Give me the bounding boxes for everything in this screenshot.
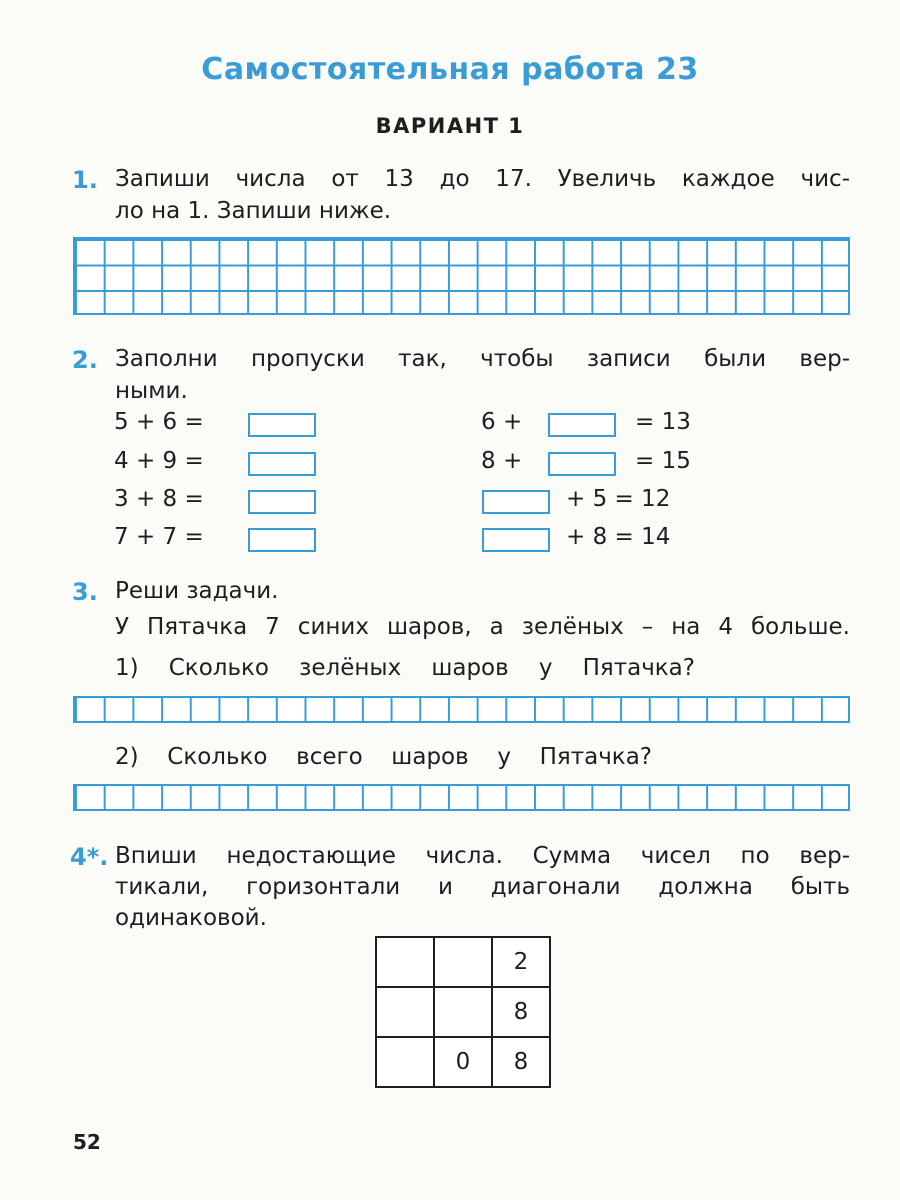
answer-blank-right-3[interactable]: [482, 490, 550, 514]
magic-cell: 0: [434, 1037, 492, 1087]
task-3-answer-2-grid[interactable]: [73, 784, 850, 811]
magic-cell: 2: [492, 937, 550, 987]
equation-left-4: 7 + 7 =: [114, 524, 204, 550]
magic-square-grid: [375, 936, 551, 1088]
magic-cell[interactable]: [376, 937, 434, 987]
answer-blank-right-2[interactable]: [548, 452, 616, 476]
task-4-text-line-2: тикали, горизонтали и диагонали должна быть: [115, 874, 850, 900]
equation-left-1: 5 + 6 =: [114, 409, 204, 435]
task-3-number: 3.: [72, 578, 98, 606]
task-1-text-line-2: ло на 1. Запиши ниже.: [115, 198, 392, 224]
equation-right-4-post: + 8 = 14: [566, 524, 671, 550]
task-3-answer-1-grid[interactable]: [73, 696, 850, 723]
answer-blank-left-2[interactable]: [248, 452, 316, 476]
task-4-text-line-1: Впиши недостающие числа. Сумма чисел по вер-: [115, 843, 850, 869]
task-3-heading: Реши задачи.: [115, 578, 279, 604]
task-1-text-line-1: Запиши числа от 13 до 17. Увеличь каждое чис-: [115, 166, 850, 192]
task-3-question-1: 1) Сколько зелёных шаров у Пятачка?: [115, 655, 695, 681]
answer-blank-left-3[interactable]: [248, 490, 316, 514]
answer-blank-left-1[interactable]: [248, 413, 316, 437]
variant-heading: ВАРИАНТ 1: [375, 114, 525, 138]
answer-blank-right-1[interactable]: [548, 413, 616, 437]
equation-right-2-post: = 15: [635, 448, 691, 474]
equation-right-3-post: + 5 = 12: [566, 486, 671, 512]
answer-blank-right-4[interactable]: [482, 528, 550, 552]
task-3-question-2: 2) Сколько всего шаров у Пятачка?: [115, 744, 652, 770]
magic-cell[interactable]: [434, 987, 492, 1037]
task-2-number: 2.: [72, 346, 98, 374]
magic-cell: 8: [492, 987, 550, 1037]
page-number: 52: [73, 1130, 101, 1154]
equation-left-3: 3 + 8 =: [114, 486, 204, 512]
equation-right-1-post: = 13: [635, 409, 691, 435]
task-1-answer-grid[interactable]: [73, 237, 850, 315]
magic-cell: 8: [492, 1037, 550, 1087]
task-2-text-line-2: ными.: [115, 378, 188, 404]
answer-blank-left-4[interactable]: [248, 528, 316, 552]
page-title: Самостоятельная работа 23: [201, 52, 699, 87]
magic-cell[interactable]: [434, 937, 492, 987]
equation-right-2-pre: 8 +: [481, 448, 523, 474]
magic-cell[interactable]: [376, 987, 434, 1037]
task-1-number: 1.: [72, 166, 98, 194]
task-4-text-line-3: одинаковой.: [115, 905, 267, 931]
task-2-text-line-1: Заполни пропуски так, чтобы записи были вер-: [115, 346, 850, 372]
equation-right-1-pre: 6 +: [481, 409, 523, 435]
task-4-number: 4*.: [70, 843, 109, 871]
equation-left-2: 4 + 9 =: [114, 448, 204, 474]
task-3-problem: У Пятачка 7 синих шаров, а зелёных – на 4 больше.: [115, 614, 850, 640]
magic-cell[interactable]: [376, 1037, 434, 1087]
